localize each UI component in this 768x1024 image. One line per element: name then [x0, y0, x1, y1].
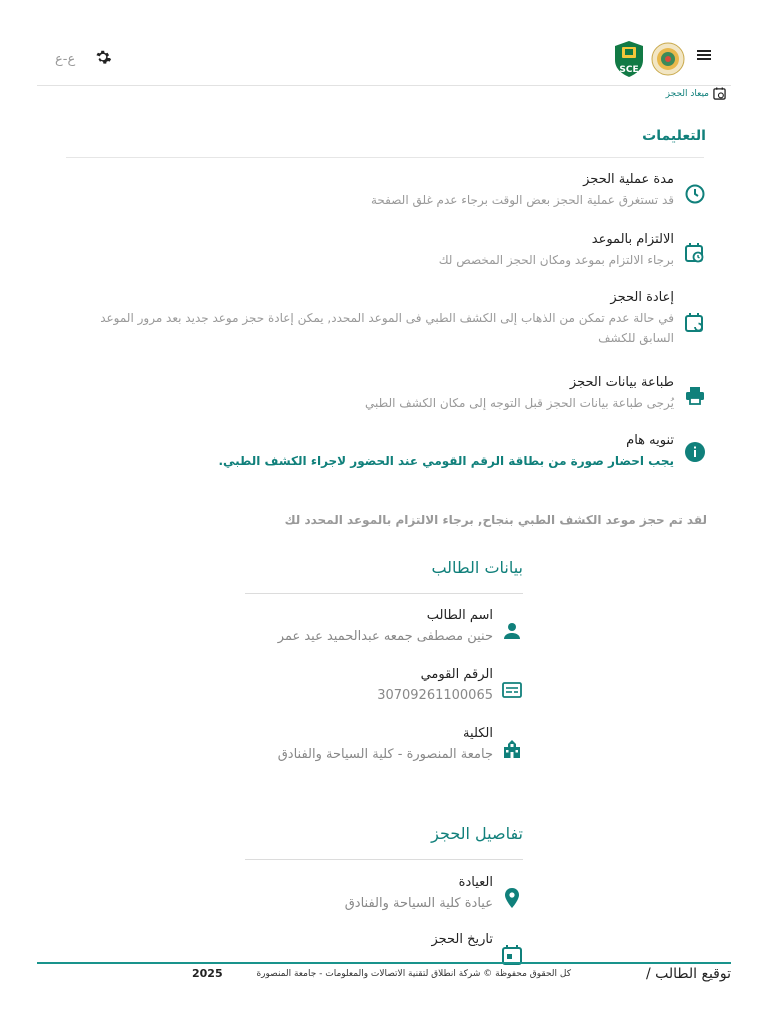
booking-section-title: تفاصيل الحجز [431, 824, 523, 843]
person-icon [501, 620, 523, 642]
booking-date-row [245, 930, 523, 950]
sce-logo [612, 40, 646, 78]
row-value: 30709261100065 [377, 688, 493, 703]
copyright-text: كل الحقوق محفوظة © شركة انطلاق لتقنية الاتصالات والمعلومات - جامعة المنصورة [256, 969, 571, 979]
top-bar [37, 0, 731, 86]
instruction-item [80, 170, 706, 210]
building-icon [501, 738, 523, 760]
id-card-icon [501, 679, 523, 701]
student-section-title: بيانات الطالب [431, 558, 523, 577]
signature-label: توقيع الطالب / [645, 966, 731, 982]
instruction-title: مدة عملية الحجز [583, 172, 674, 187]
instructions-title: التعليمات [642, 128, 706, 144]
calendar-refresh-icon [684, 312, 706, 334]
instruction-desc: قد تستغرق عملية الحجز بعض الوقت برجاء عدم غلق الصفحة [371, 193, 674, 207]
info-icon [684, 441, 706, 463]
student-name-row [245, 606, 523, 648]
row-label: العيادة [458, 875, 493, 890]
divider [245, 859, 523, 860]
success-message: لقد تم حجز موعد الكشف الطبي بنجاح, برجاء الالتزام بالموعد المحدد لك [284, 513, 707, 527]
university-logo [651, 40, 685, 78]
printer-icon [684, 385, 706, 407]
row-label: الكلية [463, 726, 493, 741]
instruction-title: الالتزام بالموعد [591, 232, 674, 247]
clock-icon [684, 183, 706, 205]
language-toggle[interactable]: ع-ع [55, 52, 76, 67]
instruction-item [80, 373, 706, 413]
divider [245, 593, 523, 594]
instruction-desc: يُرجى طباعة بيانات الحجز قبل التوجه إلى مكان الكشف الطبي [365, 396, 674, 410]
faculty-row [245, 724, 523, 766]
breadcrumb-label: ميعاد الحجز [665, 88, 709, 99]
sce-logo-text: SCE [619, 65, 639, 75]
instruction-desc: برجاء الالتزام بموعد ومكان الحجز المخصص لك [438, 253, 674, 267]
copyright-year: 2025 [192, 967, 223, 980]
instruction-warning: يجب احضار صورة من بطاقة الرقم القومي عند الحضور لاجراء الكشف الطبي. [218, 454, 674, 468]
row-value: حنين مصطفى جمعه عبدالحميد عيد عمر [277, 629, 493, 644]
row-label: الرقم القومي [420, 667, 493, 682]
instruction-title: إعادة الحجز [610, 290, 674, 305]
calendar-clock-icon [684, 242, 706, 264]
row-label: اسم الطالب [426, 608, 493, 623]
instruction-desc: في حالة عدم تمكن من الذهاب إلى الكشف الطبي فى الموعد المحدد, يمكن إعادة حجز موعد جديد بعد مرور الموعد السابق للكشف [100, 311, 674, 345]
calendar-clock-icon [713, 87, 726, 100]
instruction-item [80, 431, 706, 471]
instruction-item [80, 230, 706, 270]
row-value: جامعة المنصورة - كلية السياحة والفنادق [277, 747, 493, 762]
instruction-item [80, 288, 706, 348]
instruction-title: طباعة بيانات الحجز [569, 375, 674, 390]
footer-divider [37, 962, 731, 964]
breadcrumb[interactable] [666, 87, 726, 100]
clinic-row [245, 873, 523, 915]
row-label: تاريخ الحجز [431, 932, 493, 947]
row-value: عيادة كلية السياحة والفنادق [344, 896, 493, 911]
menu-icon[interactable] [697, 50, 711, 60]
gear-icon[interactable] [93, 48, 113, 68]
national-id-row [245, 665, 523, 707]
location-pin-icon [501, 887, 523, 909]
footer [37, 966, 731, 986]
divider [66, 157, 704, 158]
instruction-title: تنويه هام [626, 433, 674, 448]
